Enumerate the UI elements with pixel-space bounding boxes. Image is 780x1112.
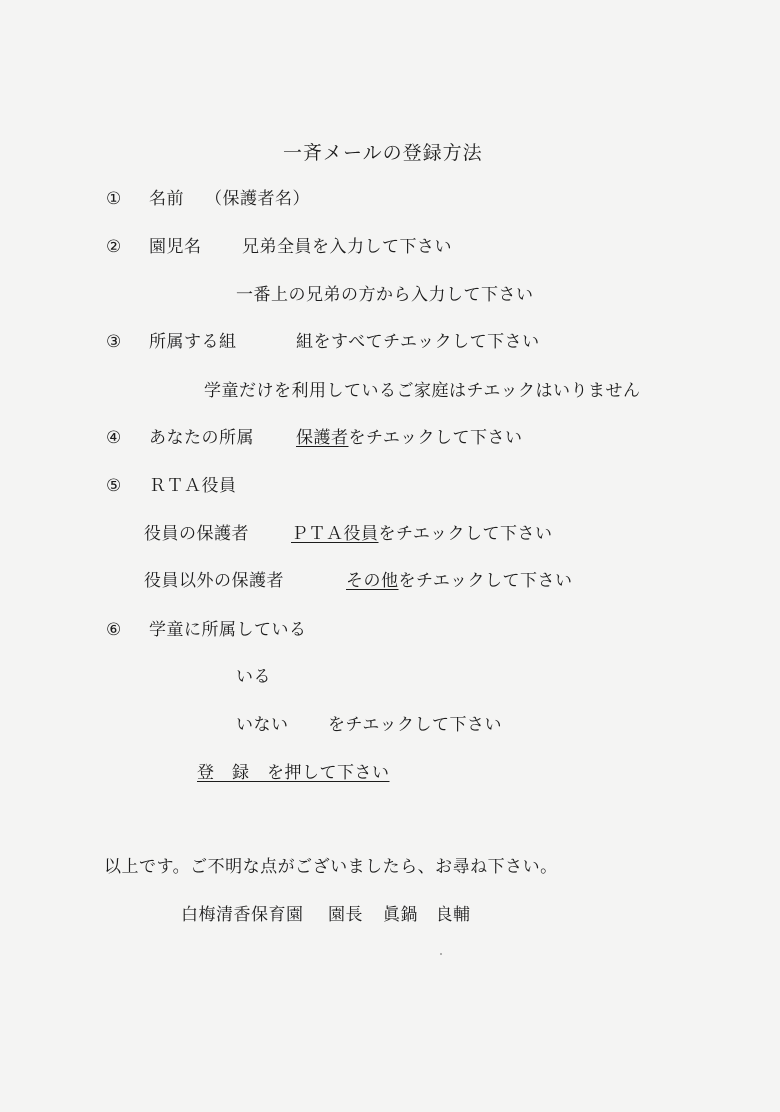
option-iru: いる [236,667,271,687]
register-instruction [197,762,390,784]
item-5-number: ⑤ [106,476,122,496]
nonofficer-instruction [346,570,572,592]
nonofficer-underlined: その他 [346,571,399,591]
nonofficer-rest: をチエックして下さい [398,571,573,591]
officer-rest: をチエックして下さい [378,524,553,544]
item-1-note: （保護者名） [205,189,310,209]
option-inai: いない [236,715,289,735]
item-4-label: あなたの所属 [149,428,254,448]
item-3-number: ③ [106,332,122,352]
item-3-label: 所属する組 [149,332,237,352]
item-6-label: 学童に所属している [149,620,307,640]
closing-text: 以上です。ご不明な点がございましたら、お尋ね下さい。 [104,857,558,877]
item-4-underlined: 保護者 [296,428,349,448]
item-2-instruction: 兄弟全員を入力して下さい [242,237,452,257]
item-1-number: ① [106,189,122,209]
register-button-text: 登 録 [197,763,250,783]
item-4-instruction [296,427,522,449]
item-4-rest: をチエックして下さい [348,428,523,448]
officer-instruction [291,523,552,545]
item-6-instruction: をチエックして下さい [328,715,502,735]
item-2-subnote: 一番上の兄弟の方から入力して下さい [236,285,534,305]
item-5-label: ＲＴＡ役員 [149,476,237,496]
item-2-number: ② [106,237,122,257]
officer-underlined: ＰＴＡ役員 [291,524,379,544]
paper-speck [440,953,442,955]
item-6-number: ⑥ [106,620,122,640]
signature-org: 白梅清香保育園 [181,905,304,925]
item-2-label: 園児名 [149,237,202,257]
officer-label: 役員の保護者 [144,524,249,544]
nonofficer-label: 役員以外の保護者 [144,571,284,591]
item-3-instruction: 組をすべてチエックして下さい [296,332,540,352]
register-rest: を押して下さい [267,763,390,783]
item-4-number: ④ [106,428,122,448]
item-1-label: 名前 [149,189,184,209]
page-title: 一斉メールの登録方法 [283,142,483,164]
signature-role: 園長 [328,905,363,925]
signature-name: 眞鍋 良輔 [383,905,471,925]
item-3-subnote: 学童だけを利用しているご家庭はチエックはいりません [204,381,641,401]
